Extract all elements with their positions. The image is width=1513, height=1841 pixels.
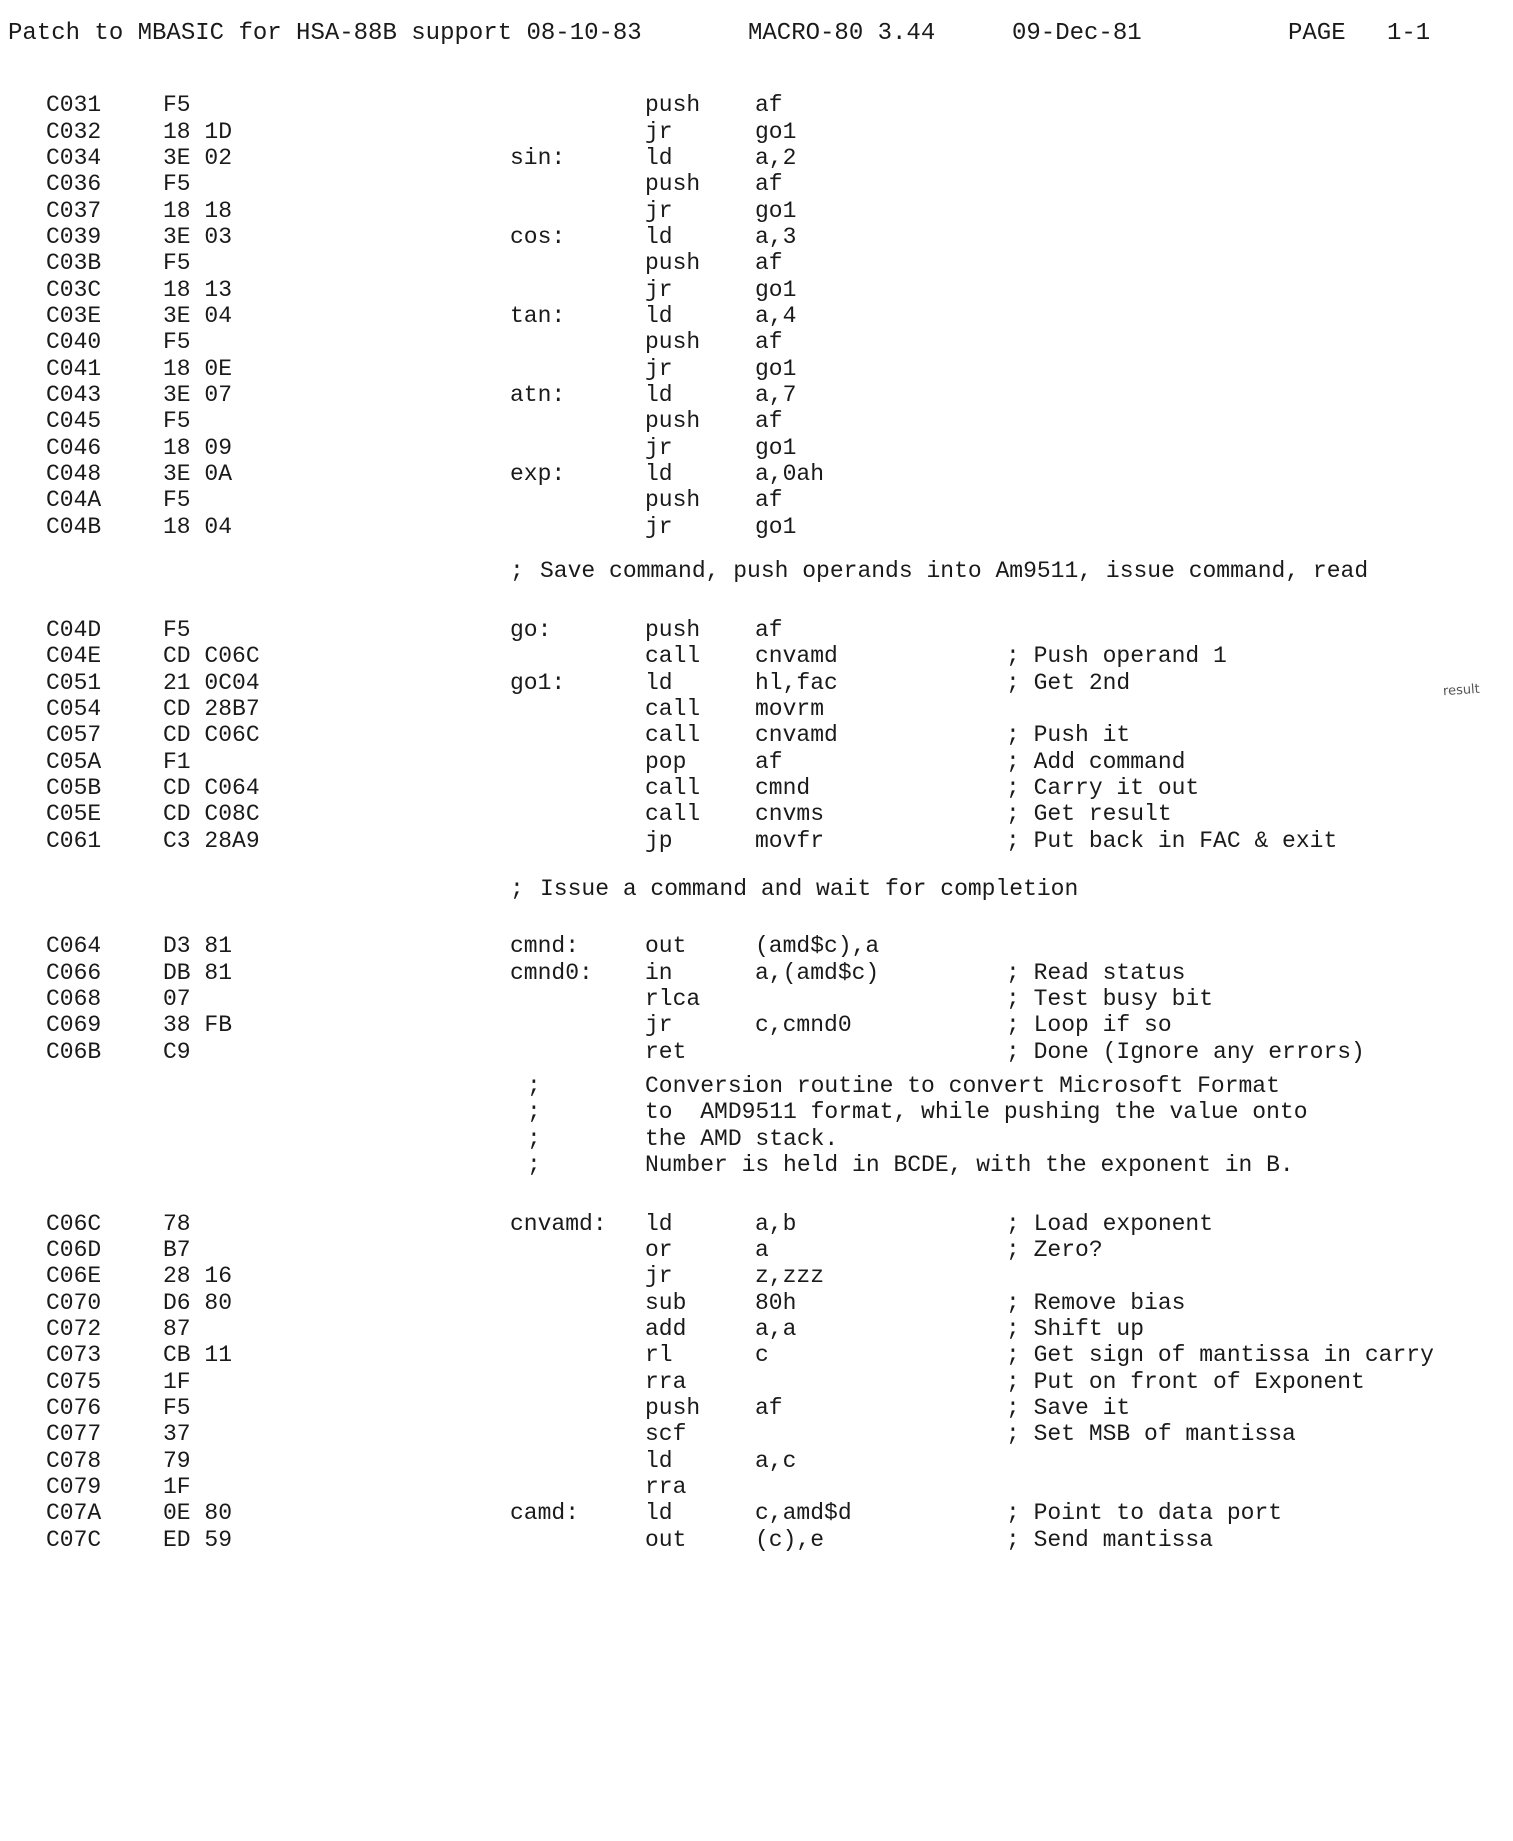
mnemonic: rl xyxy=(645,1342,673,1368)
source-label: sin: xyxy=(510,145,566,171)
source-label: cmnd: xyxy=(510,933,580,959)
object-code: CD C064 xyxy=(163,775,260,801)
block-comment-line xyxy=(0,1152,1513,1182)
operand: af xyxy=(755,329,783,355)
comment-text: to AMD9511 format, while pushing the value onto xyxy=(645,1099,1308,1125)
listing-line xyxy=(0,722,1513,752)
line-address: C06D xyxy=(46,1237,102,1263)
source-label: go1: xyxy=(510,670,566,696)
line-address: C076 xyxy=(46,1395,102,1421)
mnemonic: ld xyxy=(645,224,673,250)
page-number: 1-1 xyxy=(1387,20,1431,47)
operand: a,(amd$c) xyxy=(755,960,880,986)
line-address: C05E xyxy=(46,801,102,827)
mnemonic: add xyxy=(645,1316,687,1342)
mnemonic: ld xyxy=(645,303,673,329)
object-code: 1F xyxy=(163,1474,191,1500)
operand: af xyxy=(755,1395,783,1421)
listing-line xyxy=(0,1012,1513,1042)
operand: af xyxy=(755,408,783,434)
line-address: C040 xyxy=(46,329,102,355)
operand: go1 xyxy=(755,198,797,224)
listing-title: Patch to MBASIC for HSA-88B support 08-10-83 xyxy=(8,20,642,47)
line-address: C041 xyxy=(46,356,102,382)
mnemonic: push xyxy=(645,329,701,355)
object-code: F5 xyxy=(163,617,191,643)
operand: c,cmnd0 xyxy=(755,1012,852,1038)
object-code: F5 xyxy=(163,408,191,434)
object-code: 07 xyxy=(163,986,191,1012)
line-address: C039 xyxy=(46,224,102,250)
mnemonic: rlca xyxy=(645,986,701,1012)
line-address: C05B xyxy=(46,775,102,801)
object-code: 18 09 xyxy=(163,435,233,461)
line-comment: ; Put on front of Exponent xyxy=(1006,1369,1365,1395)
line-comment: ; Shift up xyxy=(1006,1316,1145,1342)
mnemonic: push xyxy=(645,92,701,118)
mnemonic: call xyxy=(645,643,701,669)
comment-text: Save command, push operands into Am9511, issue command, read xyxy=(540,558,1369,584)
operand: hl,fac xyxy=(755,670,838,696)
mnemonic: push xyxy=(645,1395,701,1421)
line-address: C077 xyxy=(46,1421,102,1447)
object-code: CD 28B7 xyxy=(163,696,260,722)
line-address: C079 xyxy=(46,1474,102,1500)
line-comment: ; Push operand 1 xyxy=(1006,643,1227,669)
line-address: C031 xyxy=(46,92,102,118)
object-code: 79 xyxy=(163,1448,191,1474)
line-address: C034 xyxy=(46,145,102,171)
mnemonic: out xyxy=(645,933,687,959)
line-address: C064 xyxy=(46,933,102,959)
assembler-date: 09-Dec-81 xyxy=(1012,20,1142,47)
object-code: 3E 04 xyxy=(163,303,233,329)
object-code: 18 1D xyxy=(163,119,233,145)
comment-text: Number is held in BCDE, with the exponent in B. xyxy=(645,1152,1294,1178)
object-code: F1 xyxy=(163,749,191,775)
line-comment: ; Set MSB of mantissa xyxy=(1006,1421,1296,1447)
line-comment: ; Point to data port xyxy=(1006,1500,1283,1526)
source-label: tan: xyxy=(510,303,566,329)
operand: go1 xyxy=(755,356,797,382)
line-address: C057 xyxy=(46,722,102,748)
object-code: B7 xyxy=(163,1237,191,1263)
line-address: C045 xyxy=(46,408,102,434)
mnemonic: rra xyxy=(645,1474,687,1500)
line-address: C051 xyxy=(46,670,102,696)
mnemonic: jr xyxy=(645,277,673,303)
object-code: CD C08C xyxy=(163,801,260,827)
listing-line xyxy=(0,1039,1513,1069)
line-comment: ; Get sign of mantissa in carry xyxy=(1006,1342,1434,1368)
listing-line xyxy=(0,1263,1513,1293)
line-address: C046 xyxy=(46,435,102,461)
object-code: F5 xyxy=(163,250,191,276)
mnemonic: call xyxy=(645,801,701,827)
line-address: C04B xyxy=(46,514,102,540)
operand: go1 xyxy=(755,119,797,145)
mnemonic: push xyxy=(645,250,701,276)
line-address: C068 xyxy=(46,986,102,1012)
source-label: cmnd0: xyxy=(510,960,593,986)
object-code: F5 xyxy=(163,487,191,513)
listing-line xyxy=(0,514,1513,544)
operand: a,3 xyxy=(755,224,797,250)
operand: af xyxy=(755,171,783,197)
mnemonic: push xyxy=(645,487,701,513)
line-address: C072 xyxy=(46,1316,102,1342)
line-comment: ; Get 2nd xyxy=(1006,670,1131,696)
line-comment: ; Put back in FAC & exit xyxy=(1006,828,1338,854)
line-address: C06E xyxy=(46,1263,102,1289)
source-label: cos: xyxy=(510,224,566,250)
object-code: CD C06C xyxy=(163,722,260,748)
object-code: 78 xyxy=(163,1211,191,1237)
mnemonic: out xyxy=(645,1527,687,1553)
object-code: 28 16 xyxy=(163,1263,233,1289)
line-address: C04D xyxy=(46,617,102,643)
operand: movrm xyxy=(755,696,825,722)
object-code: CB 11 xyxy=(163,1342,233,1368)
object-code: 18 0E xyxy=(163,356,233,382)
operand: go1 xyxy=(755,435,797,461)
line-address: C04A xyxy=(46,487,102,513)
object-code: 1F xyxy=(163,1369,191,1395)
comment-marker: ; xyxy=(527,1099,541,1125)
listing-line xyxy=(0,487,1513,517)
object-code: 38 FB xyxy=(163,1012,233,1038)
line-comment: ; Save it xyxy=(1006,1395,1131,1421)
object-code: D3 81 xyxy=(163,933,233,959)
source-label: exp: xyxy=(510,461,566,487)
line-address: C075 xyxy=(46,1369,102,1395)
operand: af xyxy=(755,250,783,276)
object-code: 3E 0A xyxy=(163,461,233,487)
object-code: F5 xyxy=(163,329,191,355)
line-address: C06B xyxy=(46,1039,102,1065)
operand: cnvamd xyxy=(755,722,838,748)
object-code: 18 18 xyxy=(163,198,233,224)
comment-text: the AMD stack. xyxy=(645,1126,839,1152)
line-address: C070 xyxy=(46,1290,102,1316)
listing-line xyxy=(0,828,1513,858)
line-comment: ; Done (Ignore any errors) xyxy=(1006,1039,1365,1065)
mnemonic: ld xyxy=(645,1500,673,1526)
operand: movfr xyxy=(755,828,825,854)
listing-line xyxy=(0,1342,1513,1372)
listing-line xyxy=(0,933,1513,963)
line-address: C03C xyxy=(46,277,102,303)
mnemonic: ld xyxy=(645,382,673,408)
operand: cmnd xyxy=(755,775,811,801)
line-comment: ; Loop if so xyxy=(1006,1012,1172,1038)
object-code: ED 59 xyxy=(163,1527,233,1553)
operand: af xyxy=(755,487,783,513)
operand: a xyxy=(755,1237,769,1263)
object-code: 37 xyxy=(163,1421,191,1447)
object-code: 3E 07 xyxy=(163,382,233,408)
mnemonic: jr xyxy=(645,514,673,540)
operand: go1 xyxy=(755,277,797,303)
line-address: C048 xyxy=(46,461,102,487)
object-code: 87 xyxy=(163,1316,191,1342)
mnemonic: in xyxy=(645,960,673,986)
operand: c xyxy=(755,1342,769,1368)
listing-line xyxy=(0,250,1513,280)
line-address: C037 xyxy=(46,198,102,224)
line-comment: ; Zero? xyxy=(1006,1237,1103,1263)
line-address: C06C xyxy=(46,1211,102,1237)
operand: z,zzz xyxy=(755,1263,825,1289)
comment-marker: ; xyxy=(510,876,524,902)
mnemonic: ld xyxy=(645,145,673,171)
mnemonic: or xyxy=(645,1237,673,1263)
operand: a,c xyxy=(755,1448,797,1474)
mnemonic: call xyxy=(645,722,701,748)
operand: (c),e xyxy=(755,1527,825,1553)
mnemonic: scf xyxy=(645,1421,687,1447)
line-address: C07C xyxy=(46,1527,102,1553)
mnemonic: ld xyxy=(645,1211,673,1237)
line-address: C066 xyxy=(46,960,102,986)
object-code: F5 xyxy=(163,171,191,197)
operand: a,b xyxy=(755,1211,797,1237)
listing-line xyxy=(0,171,1513,201)
block-comment-line xyxy=(0,1099,1513,1129)
object-code: 3E 03 xyxy=(163,224,233,250)
mnemonic: ld xyxy=(645,461,673,487)
mnemonic: call xyxy=(645,775,701,801)
line-comment: ; Carry it out xyxy=(1006,775,1200,801)
operand: (amd$c),a xyxy=(755,933,880,959)
line-comment: ; Get result xyxy=(1006,801,1172,827)
listing-line xyxy=(0,643,1513,673)
mnemonic: jr xyxy=(645,435,673,461)
operand: 80h xyxy=(755,1290,797,1316)
mnemonic: pop xyxy=(645,749,687,775)
mnemonic: jp xyxy=(645,828,673,854)
line-address: C05A xyxy=(46,749,102,775)
operand: a,0ah xyxy=(755,461,825,487)
mnemonic: ld xyxy=(645,670,673,696)
line-address: C078 xyxy=(46,1448,102,1474)
line-address: C069 xyxy=(46,1012,102,1038)
listing-line xyxy=(0,92,1513,122)
listing-line xyxy=(0,329,1513,359)
object-code: 3E 02 xyxy=(163,145,233,171)
mnemonic: call xyxy=(645,696,701,722)
source-label: cnvamd: xyxy=(510,1211,607,1237)
mnemonic: push xyxy=(645,617,701,643)
listing-line xyxy=(0,801,1513,831)
object-code: 18 04 xyxy=(163,514,233,540)
line-address: C032 xyxy=(46,119,102,145)
mnemonic: jr xyxy=(645,198,673,224)
listing-line xyxy=(0,408,1513,438)
comment-text: Issue a command and wait for completion xyxy=(540,876,1079,902)
operand: af xyxy=(755,749,783,775)
operand: cnvamd xyxy=(755,643,838,669)
object-code: F5 xyxy=(163,92,191,118)
line-address: C03B xyxy=(46,250,102,276)
line-comment: ; Add command xyxy=(1006,749,1186,775)
mnemonic: jr xyxy=(645,1263,673,1289)
operand: a,a xyxy=(755,1316,797,1342)
line-comment: ; Load exponent xyxy=(1006,1211,1214,1237)
mnemonic: ld xyxy=(645,1448,673,1474)
operand: a,4 xyxy=(755,303,797,329)
line-address: C036 xyxy=(46,171,102,197)
comment-marker: ; xyxy=(527,1152,541,1178)
source-label: go: xyxy=(510,617,552,643)
comment-text: Conversion routine to convert Microsoft Format xyxy=(645,1073,1280,1099)
object-code: CD C06C xyxy=(163,643,260,669)
line-address: C03E xyxy=(46,303,102,329)
line-address: C07A xyxy=(46,1500,102,1526)
object-code: D6 80 xyxy=(163,1290,233,1316)
mnemonic: jr xyxy=(645,356,673,382)
page-label: PAGE xyxy=(1288,20,1346,47)
operand: a,2 xyxy=(755,145,797,171)
mnemonic: jr xyxy=(645,119,673,145)
line-address: C073 xyxy=(46,1342,102,1368)
object-code: 18 13 xyxy=(163,277,233,303)
section-comment xyxy=(0,876,1513,906)
operand: c,amd$d xyxy=(755,1500,852,1526)
operand: cnvms xyxy=(755,801,825,827)
line-address: C043 xyxy=(46,382,102,408)
listing-line xyxy=(0,1527,1513,1557)
mnemonic: rra xyxy=(645,1369,687,1395)
assembler-version: MACRO-80 3.44 xyxy=(748,20,936,47)
line-address: C061 xyxy=(46,828,102,854)
line-comment: ; Test busy bit xyxy=(1006,986,1214,1012)
handwritten-annotation: result xyxy=(1442,681,1481,700)
object-code: 0E 80 xyxy=(163,1500,233,1526)
listing-line xyxy=(0,1500,1513,1530)
mnemonic: sub xyxy=(645,1290,687,1316)
comment-marker: ; xyxy=(527,1073,541,1099)
object-code: C9 xyxy=(163,1039,191,1065)
line-address: C054 xyxy=(46,696,102,722)
operand: af xyxy=(755,92,783,118)
line-comment: ; Read status xyxy=(1006,960,1186,986)
comment-marker: ; xyxy=(527,1126,541,1152)
mnemonic: push xyxy=(645,171,701,197)
source-label: camd: xyxy=(510,1500,580,1526)
line-comment: ; Remove bias xyxy=(1006,1290,1186,1316)
object-code: 21 0C04 xyxy=(163,670,260,696)
mnemonic: jr xyxy=(645,1012,673,1038)
mnemonic: push xyxy=(645,408,701,434)
object-code: DB 81 xyxy=(163,960,233,986)
page-header xyxy=(0,20,1513,60)
line-address: C04E xyxy=(46,643,102,669)
operand: go1 xyxy=(755,514,797,540)
section-comment xyxy=(0,558,1513,588)
operand: af xyxy=(755,617,783,643)
mnemonic: ret xyxy=(645,1039,687,1065)
line-comment: ; Send mantissa xyxy=(1006,1527,1214,1553)
listing-line xyxy=(0,1421,1513,1451)
source-label: atn: xyxy=(510,382,566,408)
comment-marker: ; xyxy=(510,558,524,584)
object-code: C3 28A9 xyxy=(163,828,260,854)
line-comment: ; Push it xyxy=(1006,722,1131,748)
operand: a,7 xyxy=(755,382,797,408)
object-code: F5 xyxy=(163,1395,191,1421)
